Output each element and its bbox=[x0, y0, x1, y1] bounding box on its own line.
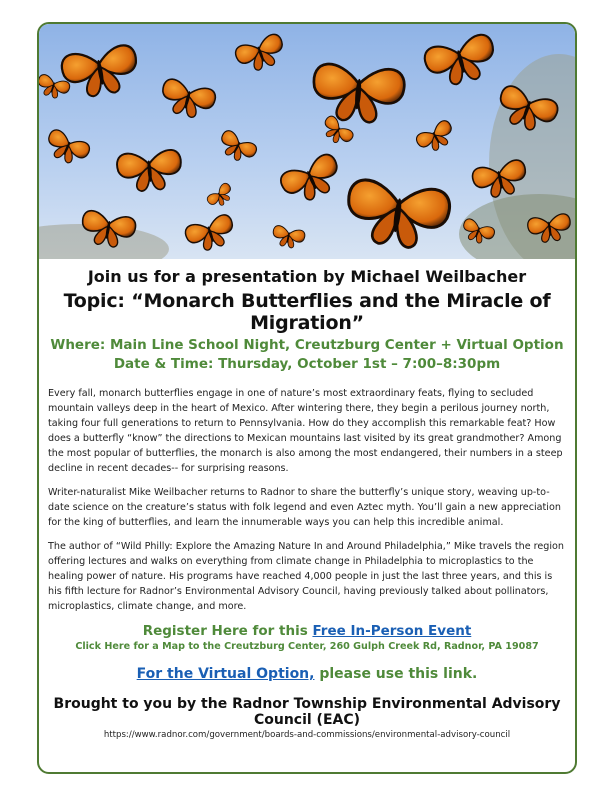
sponsor-line: Brought to you by the Radnor Township Environmental Advisory Council (EAC) bbox=[53, 696, 561, 728]
paragraph-speaker: Writer-naturalist Mike Weilbacher returns to Radnor to share the butterfly’s unique story, weaving up-to-date science on the creature’s status with folk legend and even Aztec myth. You’ll gain a new appreciation for the king of butterflies, and learn the innumerable ways you can help this incredible animal. bbox=[48, 487, 561, 528]
location-line: Where: Main Line School Night, Creutzburg Center + Virtual Option bbox=[50, 337, 564, 353]
virtual-suffix: please use this link. bbox=[314, 666, 478, 682]
paragraph-author: The author of “Wild Philly: Explore the Amazing Nature In and Around Philadelphia,” Mike travels the region offering lectures and walks on everything from climate change in Philadelphia to microplastics to the healing power of nature. His programs have reached 4,000 people in just the last three years, and this is his fifth lecture for Radnor’s Environmental Advisory Council, having previously talked about pollinators, microplastics, climate change, and more. bbox=[48, 541, 564, 612]
flyer-content bbox=[39, 259, 575, 740]
virtual-line bbox=[39, 666, 575, 682]
paragraph-intro: Every fall, monarch butterflies engage in one of nature’s most extraordinary feats, flying to secluded mountain valleys deep in the heart of Mexico. After wintering there, they begin a perilous journey north, taking four full generations to return to Pennsylvania. How do they accomplish this remarkable feat? How does a butterfly “know” the directions to Mexican mountains last visited by its great grandmother? Among the most popular of butterflies, the monarch is also among the most endangered, their numbers in a steep decline in recent decades-- for surprising reasons. bbox=[48, 388, 563, 474]
hero-image bbox=[39, 24, 575, 259]
flyer-frame bbox=[37, 22, 577, 774]
map-link[interactable]: Click Here for a Map to the Creutzburg Center, 260 Gulph Creek Rd, Radnor, PA 19087 bbox=[75, 641, 539, 652]
register-prefix: Register Here for this bbox=[142, 623, 313, 639]
virtual-option-link[interactable]: For the Virtual Option, bbox=[136, 666, 315, 682]
datetime-line: Date & Time: Thursday, October 1st – 7:00–8:30pm bbox=[113, 356, 501, 372]
sponsor-url[interactable]: https://www.radnor.com/government/boards-and-commissions/environmental-advisory-council bbox=[103, 730, 511, 740]
topic-title: Topic: “Monarch Butterflies and the Miracle of Migration” bbox=[63, 290, 551, 334]
presenter-line: Join us for a presentation by Michael Weilbacher bbox=[87, 267, 527, 286]
free-in-person-event-link[interactable]: Free In-Person Event bbox=[312, 623, 472, 639]
description bbox=[39, 386, 575, 614]
monarch-butterflies-photo bbox=[39, 24, 575, 259]
register-line bbox=[39, 623, 575, 639]
